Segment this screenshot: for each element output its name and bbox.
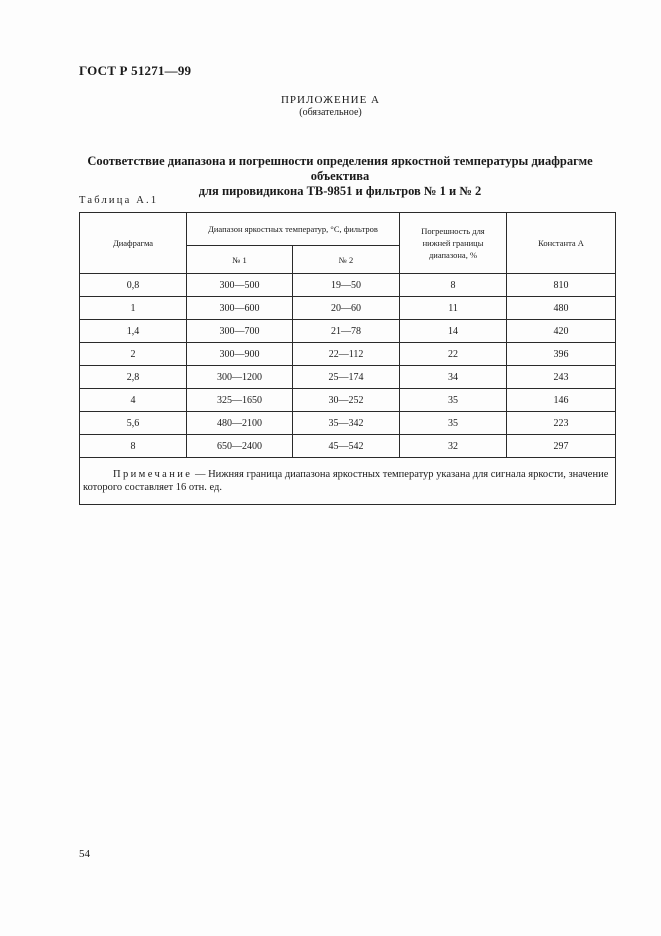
cell-filter-1: 325—1650 xyxy=(187,389,293,412)
table-row xyxy=(80,389,616,412)
cell-aperture: 0,8 xyxy=(80,274,187,297)
cell-filter-2: 25—174 xyxy=(293,366,400,389)
header-range-group: Диапазон яркостных температур, °С, фильтров xyxy=(187,213,400,246)
cell-filter-1: 480—2100 xyxy=(187,412,293,435)
header-filter-2: № 2 xyxy=(293,246,400,274)
cell-aperture: 5,6 xyxy=(80,412,187,435)
section-title-line-2: для пировидикона ТВ-9851 и фильтров № 1 и № 2 xyxy=(198,184,482,198)
cell-constant: 243 xyxy=(507,366,616,389)
table-row xyxy=(80,366,616,389)
cell-aperture: 2,8 xyxy=(80,366,187,389)
cell-constant: 396 xyxy=(507,343,616,366)
cell-error: 11 xyxy=(400,297,507,320)
appendix-label: ПРИЛОЖЕНИЕ А xyxy=(280,94,380,106)
header-error: Погрешность для нижней границы диапазона, % xyxy=(400,213,507,274)
cell-aperture: 8 xyxy=(80,435,187,458)
cell-filter-2: 45—542 xyxy=(293,435,400,458)
header-aperture: Диафрагма xyxy=(80,213,187,274)
section-title-line-1: Соответствие диапазона и погрешности определения яркостной температуры диафрагме объектива xyxy=(87,154,593,183)
cell-constant: 223 xyxy=(507,412,616,435)
cell-constant: 810 xyxy=(507,274,616,297)
cell-filter-1: 300—1200 xyxy=(187,366,293,389)
cell-error: 8 xyxy=(400,274,507,297)
table-header-row xyxy=(80,213,616,246)
table-row xyxy=(80,343,616,366)
table-caption: Таблица А.1 xyxy=(79,195,159,206)
table-note xyxy=(80,458,616,505)
table-row xyxy=(80,435,616,458)
table-note-row xyxy=(80,458,616,505)
cell-filter-2: 21—78 xyxy=(293,320,400,343)
cell-error: 34 xyxy=(400,366,507,389)
table-row xyxy=(80,320,616,343)
cell-aperture: 1,4 xyxy=(80,320,187,343)
table-row xyxy=(80,412,616,435)
cell-error: 35 xyxy=(400,412,507,435)
header-filter-1: № 1 xyxy=(187,246,293,274)
cell-filter-2: 30—252 xyxy=(293,389,400,412)
cell-error: 14 xyxy=(400,320,507,343)
note-label: Примечание xyxy=(113,469,193,480)
cell-filter-1: 300—700 xyxy=(187,320,293,343)
cell-aperture: 1 xyxy=(80,297,187,320)
section-title xyxy=(70,154,610,199)
cell-filter-1: 300—500 xyxy=(187,274,293,297)
cell-error: 22 xyxy=(400,343,507,366)
cell-filter-2: 19—50 xyxy=(293,274,400,297)
cell-constant: 420 xyxy=(507,320,616,343)
cell-constant: 480 xyxy=(507,297,616,320)
note-text: — Нижняя граница диапазона яркостных температур указана для сигнала яркости, значение которого составляет 16 отн. ед. xyxy=(83,469,609,493)
table-row xyxy=(80,297,616,320)
cell-constant: 297 xyxy=(507,435,616,458)
cell-error: 32 xyxy=(400,435,507,458)
cell-filter-1: 650—2400 xyxy=(187,435,293,458)
document-id: ГОСТ Р 51271—99 xyxy=(79,63,192,78)
cell-filter-1: 300—900 xyxy=(187,343,293,366)
cell-filter-2: 22—112 xyxy=(293,343,400,366)
data-table xyxy=(79,212,616,505)
appendix-status: (обязательное) xyxy=(299,107,362,118)
cell-filter-2: 35—342 xyxy=(293,412,400,435)
page-number: 54 xyxy=(79,848,90,860)
table-row xyxy=(80,274,616,297)
cell-constant: 146 xyxy=(507,389,616,412)
cell-aperture: 2 xyxy=(80,343,187,366)
cell-filter-1: 300—600 xyxy=(187,297,293,320)
cell-aperture: 4 xyxy=(80,389,187,412)
cell-error: 35 xyxy=(400,389,507,412)
cell-filter-2: 20—60 xyxy=(293,297,400,320)
header-constant: Константа А xyxy=(507,213,616,274)
